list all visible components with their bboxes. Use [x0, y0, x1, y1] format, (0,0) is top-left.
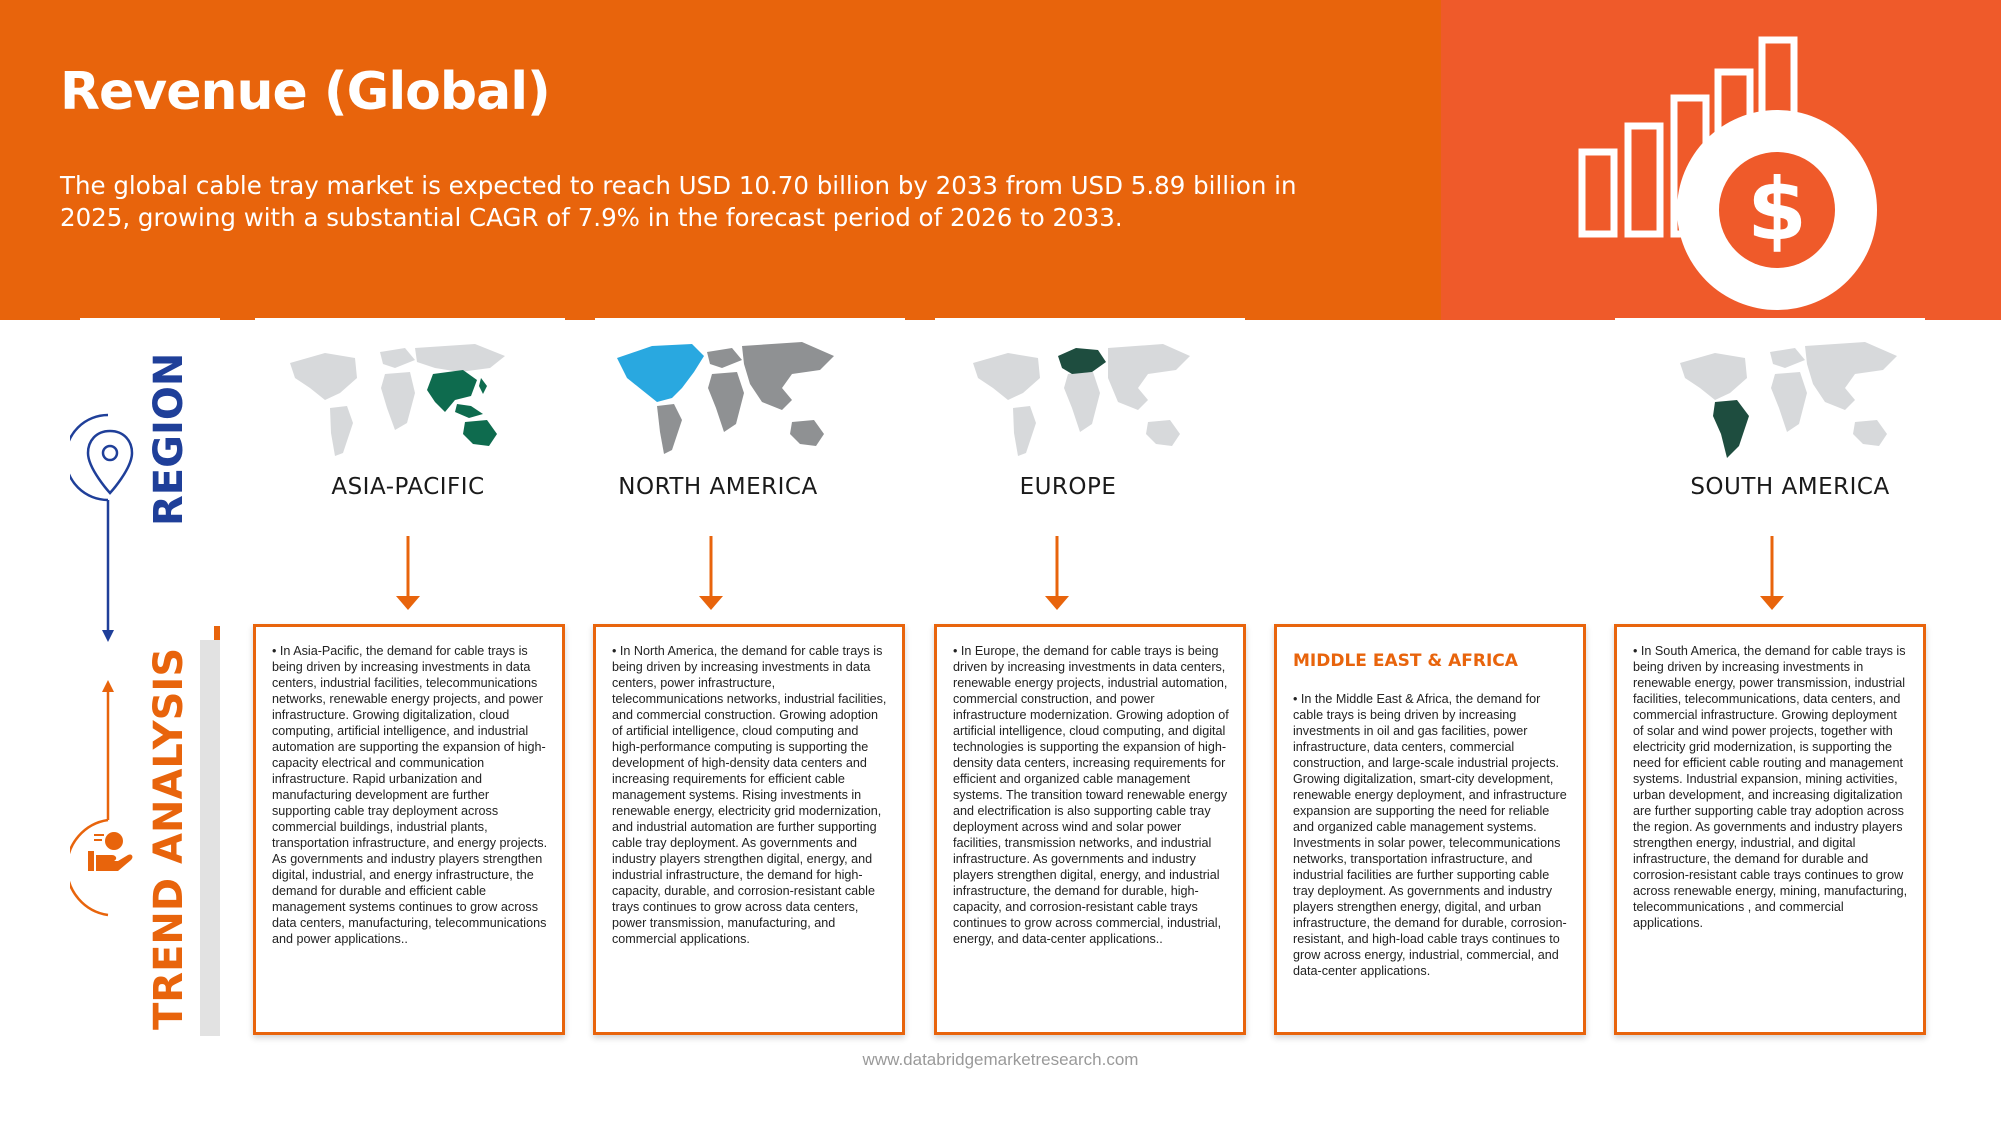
trend-card-middle-east-africa — [1274, 624, 1586, 1035]
europe-map — [968, 338, 1198, 468]
south-america-map — [1675, 338, 1905, 468]
trend-card-text: • In the Middle East & Africa, the demand for cable trays is being driven by increasing investments in oil and gas facilities, power infrastructure, data centers, commercial construction, and large-scale industrial projects. Growing digitalization, smart-city development, renewable energy deployment, and infrastructure expansion are supporting the need for reliable and organized cable management systems. Investments in solar power, telecommunications networks, transportation infrastructure, and industrial facilities are further supporting cable tray deployment. As governments and industry players strengthen energy, digital, and urban infrastructure, the demand for durable, corrosion-resistant, and high-load cable trays continues to grow across energy, industrial, commercial, and data-center applications. — [1293, 692, 1567, 978]
location-pin-icon — [80, 425, 140, 500]
down-arrow-icon — [1043, 536, 1071, 610]
white-tab — [80, 318, 220, 332]
trend-card-text: • In Europe, the demand for cable trays is being driven by increasing investments in data centers, renewable energy projects, industrial automation, commercial construction, and power infrastructure modernization. Growing adoption of artificial intelligence, cloud computing, and digital technologies is supporting the expansion of high-density data centers, increasing requirements for efficient and organized cable management systems. The transition toward renewable energy and electrification is also supporting cable tray deployment across wind and solar power facilities, transmission networks, and industrial infrastructure. As governments and industry players strengthen digital, energy, and industrial infrastructure, the demand for durable, high-capacity, and corrosion-resistant cable trays continues to grow across commercial, industrial, energy, and data-center applications.. — [953, 644, 1229, 946]
trend-card-text: • In Asia-Pacific, the demand for cable trays is being driven by increasing investments in data centers, industrial facilities, telecommunications networks, renewable energy projects, and power infrastructure. Growing digitalization, cloud computing, artificial intelligence, and industrial automation are supporting the expansion of high-capacity electrical and communication infrastructure. Rapid urbanization and manufacturing development are further supporting cable tray deployment across commercial buildings, industrial plants, transportation infrastructure, and energy projects. As governments and industry players strengthen digital, industrial, and energy infrastructure, the demand for durable and efficient cable management systems continues to grow across data centers, manufacturing, telecommunications and power applications.. — [272, 644, 548, 946]
white-tab — [255, 318, 565, 332]
page-title: Revenue (Global) — [60, 62, 550, 122]
down-arrow-icon — [394, 536, 422, 610]
region-name-north-america: NORTH AMERICA — [618, 474, 818, 500]
white-tab — [595, 318, 905, 332]
divider-accent — [214, 626, 220, 640]
svg-text:$: $ — [1747, 160, 1807, 260]
region-name-south-america: SOUTH AMERICA — [1690, 474, 1890, 500]
asia-pacific-map — [285, 338, 515, 468]
trend-card-heading: MIDDLE EAST & AFRICA — [1293, 651, 1518, 671]
divider-bar — [200, 640, 220, 1036]
footer-website-link[interactable]: www.databridgemarketresearch.com — [862, 1050, 1139, 1069]
revenue-chart-dollar-icon — [1570, 30, 1890, 315]
white-tab — [1615, 318, 1925, 332]
trend-card-text: • In South America, the demand for cable trays is being driven by increasing investments in renewable energy, power transmission, industrial facilities, telecommunications, data centers, and commercial infrastructure. Growing deployment of solar and wind power projects, together with electricity grid modernization, is supporting the need for efficient cable routing and management systems. Industrial expansion, mining activities, urban development, and increasing digitalization are further supporting cable tray adoption across the region. As governments and industry players strengthen energy, industrial, and digital infrastructure, the demand for durable and corrosion-resistant cable trays continues to grow across renewable energy, mining, manufacturing, telecommunications , and commercial applications. — [1633, 644, 1908, 930]
white-tab — [935, 318, 1245, 332]
trend-card-south-america — [1614, 624, 1926, 1035]
trend-analysis-rail-label: TREND ANALYSIS — [146, 647, 192, 1030]
region-name-europe: EUROPE — [1019, 474, 1117, 500]
hand-chart-icon — [78, 815, 140, 885]
region-rail-label: REGION — [146, 352, 192, 526]
trend-card-europe — [934, 624, 1246, 1035]
north-america-map — [612, 338, 842, 468]
down-arrow-icon — [697, 536, 725, 610]
trend-card-asia-pacific — [253, 624, 565, 1035]
page-description: The global cable tray market is expected to reach USD 10.70 billion by 2033 from USD 5.89 billion in 2025, growing with a substantial CAGR of 7.9% in the forecast period of 2026 to 2033. — [60, 171, 1297, 232]
region-name-asia-pacific: ASIA-PACIFIC — [331, 474, 485, 500]
trend-card-north-america — [593, 624, 905, 1035]
trend-card-text: • In North America, the demand for cable trays is being driven by increasing investments in data centers, power infrastructure, telecommunications networks, industrial facilities, and commercial construction. Growing adoption of artificial intelligence, cloud computing and high-performance computing is supporting the development of high-density data centers and increasing requirements for efficient cable management systems. Rising investments in renewable energy, electricity grid modernization, and industrial automation are further supporting cable tray deployment. As governments and industry players strengthen digital, energy, and industrial infrastructure, the demand for high-capacity, durable, and corrosion-resistant cable trays continues to grow across data centers, power transmission, manufacturing, and commercial applications. — [612, 644, 887, 946]
down-arrow-icon — [1758, 536, 1786, 610]
